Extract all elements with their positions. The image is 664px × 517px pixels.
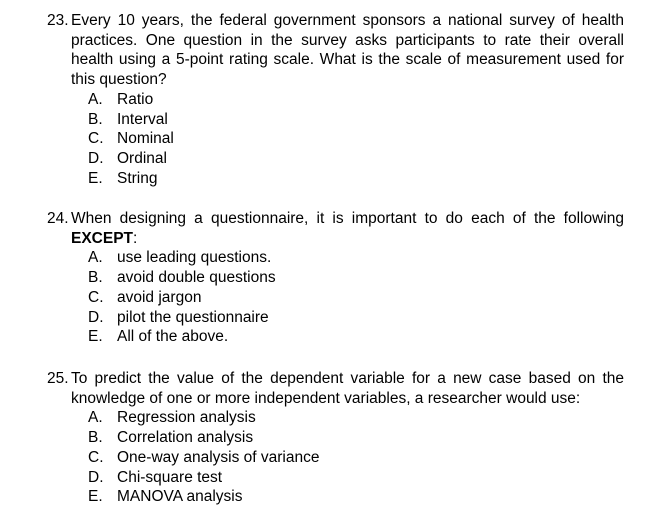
option-d	[47, 149, 624, 169]
option-letter: C.	[88, 288, 104, 306]
option-text: Nominal	[117, 130, 174, 148]
option-c	[47, 448, 624, 468]
question-25	[47, 369, 624, 507]
option-e	[47, 487, 624, 507]
option-text: Ratio	[117, 90, 154, 108]
option-text: avoid double questions	[117, 269, 276, 287]
answer-options	[47, 90, 624, 189]
option-text: Ordinal	[117, 149, 167, 167]
option-text: avoid jargon	[117, 288, 202, 306]
option-letter: D.	[88, 149, 104, 167]
option-text: MANOVA analysis	[117, 488, 243, 506]
option-d	[47, 308, 624, 328]
question-number: 25.	[47, 370, 69, 387]
option-letter: B.	[88, 429, 103, 447]
option-b	[47, 110, 624, 130]
option-letter: E.	[88, 488, 103, 506]
question-number: 24.	[47, 210, 69, 227]
option-a	[47, 90, 624, 110]
option-a	[47, 248, 624, 268]
question-number: 23.	[47, 12, 69, 29]
question-stem	[47, 209, 624, 248]
option-e	[47, 327, 624, 347]
option-text: Regression analysis	[117, 409, 256, 427]
option-letter: D.	[88, 308, 104, 326]
option-text: Interval	[117, 110, 168, 128]
option-letter: B.	[88, 110, 103, 128]
question-text-suffix: :	[133, 229, 138, 247]
question-23	[47, 11, 624, 188]
option-b	[47, 268, 624, 288]
option-letter: E.	[88, 169, 103, 187]
question-emphasis: EXCEPT	[71, 229, 134, 247]
option-letter: A.	[88, 409, 103, 427]
question-text	[71, 209, 624, 248]
option-e	[47, 169, 624, 189]
option-text: Chi-square test	[117, 468, 223, 486]
option-letter: E.	[88, 328, 103, 346]
option-c	[47, 129, 624, 149]
option-letter: B.	[88, 269, 103, 287]
option-c	[47, 288, 624, 308]
option-letter: A.	[88, 249, 103, 267]
question-text-main: When designing a questionnaire, it is important to do each of the following	[71, 210, 624, 227]
option-a	[47, 408, 624, 428]
option-text: Correlation analysis	[117, 429, 254, 447]
option-text: All of the above.	[117, 328, 229, 346]
option-text: One-way analysis of variance	[117, 448, 320, 466]
option-b	[47, 428, 624, 448]
option-text: use leading questions.	[117, 249, 272, 267]
option-d	[47, 468, 624, 488]
option-text: pilot the questionnaire	[117, 308, 269, 326]
answer-options	[47, 408, 624, 507]
option-letter: D.	[88, 468, 104, 486]
option-text: String	[117, 169, 158, 187]
question-text: Every 10 years, the federal government sponsors a national survey of health practices. One question in the survey asks participants to rate their overall health using a 5-point rating scale. What is the scale of measurement used for this question?	[71, 12, 624, 89]
question-stem	[47, 369, 624, 408]
option-letter: C.	[88, 448, 104, 466]
question-24	[47, 209, 624, 347]
option-letter: A.	[88, 90, 103, 108]
answer-options	[47, 248, 624, 347]
question-stem	[47, 11, 624, 90]
question-text: To predict the value of the dependent variable for a new case based on the knowledge of one or more independent variables, a researcher would use:	[71, 370, 624, 407]
option-letter: C.	[88, 130, 104, 148]
